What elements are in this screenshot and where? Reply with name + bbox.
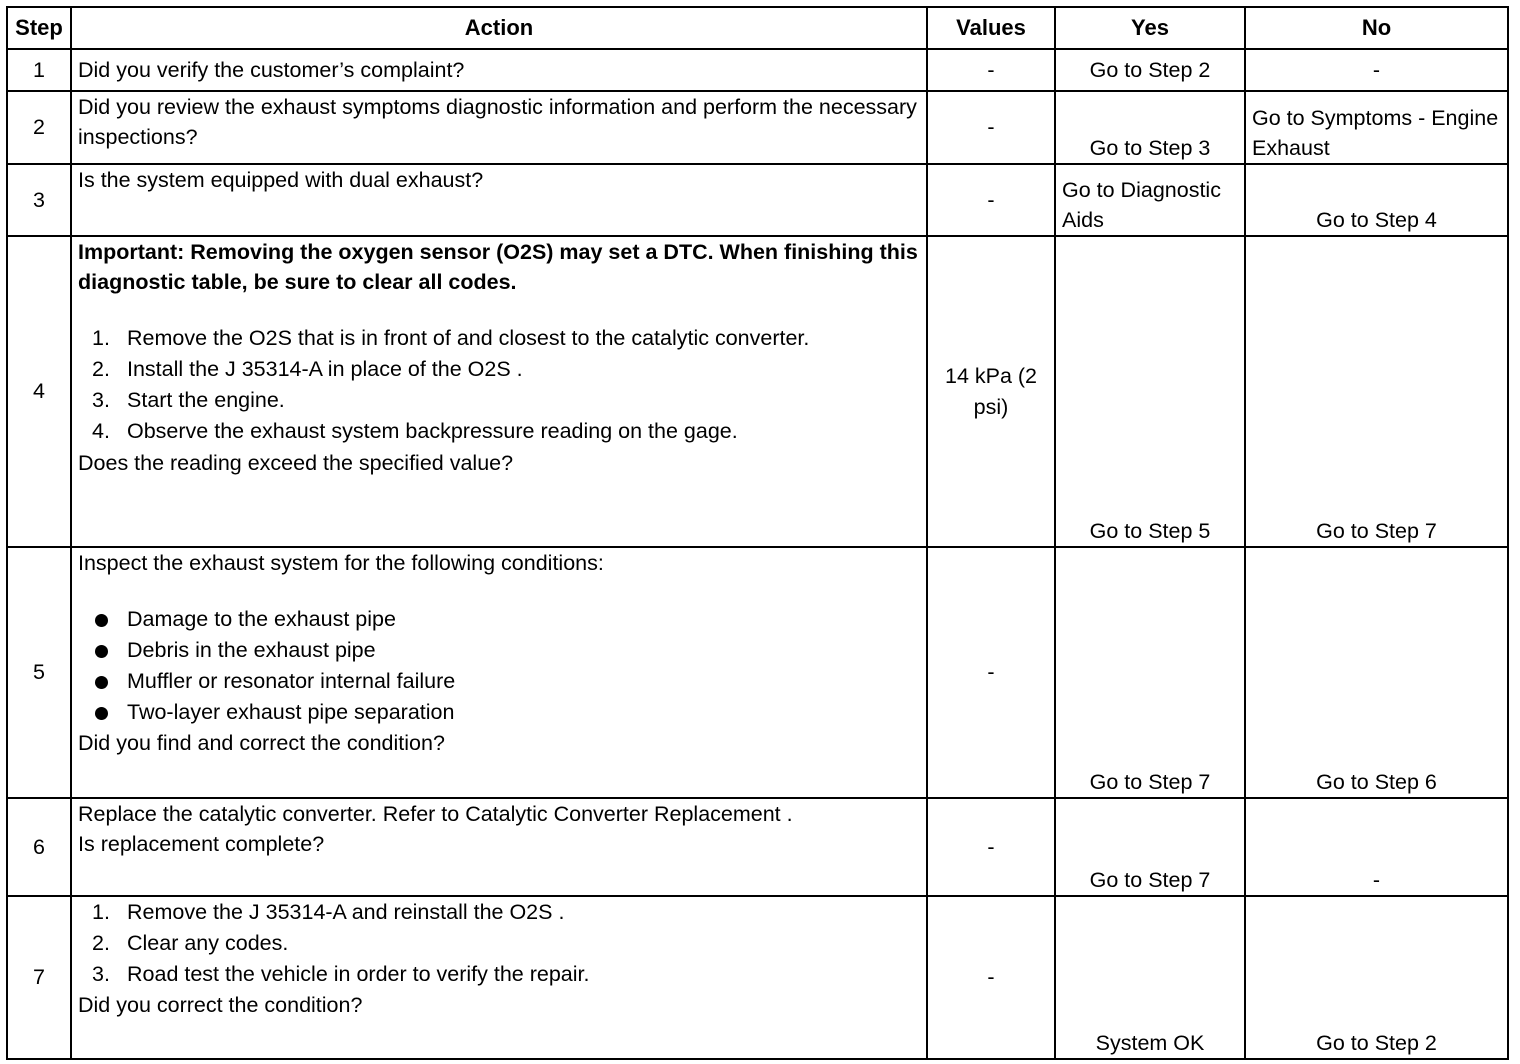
action-intro: Replace the catalytic converter. Refer to Catalytic Converter Replacement .	[78, 802, 793, 826]
table-row	[7, 896, 1508, 1059]
action-cell	[71, 896, 927, 1059]
header-step: Step	[7, 7, 71, 49]
table-row	[7, 91, 1508, 164]
list-item	[78, 959, 920, 989]
list-text: Start the engine.	[127, 388, 285, 413]
table-row	[7, 798, 1508, 896]
no-cell: Go to Step 7	[1245, 236, 1508, 547]
list-number: 3.	[92, 962, 110, 987]
no-cell: Go to Step 6	[1245, 547, 1508, 798]
no-cell: -	[1245, 798, 1508, 896]
step-number: 2	[7, 91, 71, 164]
bullet-list	[78, 604, 920, 727]
table-row	[7, 164, 1508, 236]
values-cell: -	[927, 49, 1055, 91]
values-cell: -	[927, 164, 1055, 236]
yes-cell: Go to Step 5	[1055, 236, 1245, 547]
yes-cell: Go to Step 7	[1055, 547, 1245, 798]
no-cell: Go to Symptoms - Engine Exhaust	[1245, 91, 1508, 164]
action-question: Did you correct the condition?	[78, 993, 363, 1018]
list-item	[78, 385, 920, 415]
values-cell: -	[927, 798, 1055, 896]
action-question: Did you verify the customer’s complaint?	[78, 57, 465, 82]
values-cell: 14 kPa (2 psi)	[927, 236, 1055, 547]
list-item	[78, 897, 920, 927]
list-number: 1.	[92, 326, 110, 351]
step-number: 7	[7, 896, 71, 1059]
no-cell: Go to Step 4	[1245, 164, 1508, 236]
action-cell	[71, 49, 927, 91]
step-number: 1	[7, 49, 71, 91]
values-cell: -	[927, 896, 1055, 1059]
list-item	[78, 323, 920, 353]
yes-cell: Go to Step 2	[1055, 49, 1245, 91]
list-item	[78, 416, 920, 446]
list-text: Damage to the exhaust pipe	[127, 607, 396, 632]
list-text: Two-layer exhaust pipe separation	[127, 700, 455, 725]
header-no: No	[1245, 7, 1508, 49]
header-yes: Yes	[1055, 7, 1245, 49]
yes-cell: Go to Diagnostic Aids	[1055, 164, 1245, 236]
action-cell	[71, 547, 927, 798]
table-row	[7, 49, 1508, 91]
list-number: 1.	[92, 900, 110, 924]
list-text: Remove the O2S that is in front of and closest to the catalytic converter.	[127, 326, 810, 351]
no-cell: Go to Step 2	[1245, 896, 1508, 1059]
numbered-list	[78, 323, 920, 446]
bullet-icon	[95, 645, 108, 658]
list-text: Clear any codes.	[127, 931, 289, 956]
list-item	[78, 697, 920, 727]
list-number: 2.	[92, 931, 110, 956]
numbered-list	[78, 897, 920, 989]
list-number: 4.	[92, 419, 110, 444]
list-number: 2.	[92, 357, 110, 382]
bullet-icon	[95, 707, 108, 720]
list-text: Remove the J 35314-A and reinstall the O2S .	[127, 900, 565, 924]
action-intro: Inspect the exhaust system for the following conditions:	[78, 551, 604, 575]
step-number: 4	[7, 236, 71, 547]
action-question: Does the reading exceed the specified value?	[78, 450, 514, 475]
table-row	[7, 547, 1508, 798]
action-question: Did you find and correct the condition?	[78, 731, 445, 756]
list-item	[78, 354, 920, 384]
action-cell	[71, 91, 927, 164]
step-number: 5	[7, 547, 71, 798]
list-item	[78, 604, 920, 634]
header-values: Values	[927, 7, 1055, 49]
table-row	[7, 236, 1508, 547]
action-cell	[71, 798, 927, 896]
action-question: Is the system equipped with dual exhaust?	[78, 168, 484, 192]
list-text: Muffler or resonator internal failure	[127, 669, 456, 694]
action-question: Did you review the exhaust symptoms diagnostic information and perform the necessary inspections?	[78, 95, 917, 150]
list-item	[78, 928, 920, 958]
important-note: Important: Removing the oxygen sensor (O2S) may set a DTC. When finishing this diagnostic table, be sure to clear all codes.	[78, 240, 918, 295]
list-text: Debris in the exhaust pipe	[127, 638, 376, 663]
step-number: 3	[7, 164, 71, 236]
list-item	[78, 666, 920, 696]
action-question: Is replacement complete?	[78, 832, 325, 857]
no-cell: -	[1245, 49, 1508, 91]
list-text: Road test the vehicle in order to verify the repair.	[127, 962, 590, 987]
values-cell: -	[927, 91, 1055, 164]
yes-cell: Go to Step 7	[1055, 798, 1245, 896]
values-cell: -	[927, 547, 1055, 798]
bullet-icon	[95, 676, 108, 689]
list-item	[78, 635, 920, 665]
header-row	[7, 7, 1508, 49]
step-number: 6	[7, 798, 71, 896]
list-number: 3.	[92, 388, 110, 413]
action-cell	[71, 236, 927, 547]
yes-cell: Go to Step 3	[1055, 91, 1245, 164]
list-text: Observe the exhaust system backpressure reading on the gage.	[127, 419, 738, 444]
action-cell	[71, 164, 927, 236]
header-action: Action	[71, 7, 927, 49]
yes-cell: System OK	[1055, 896, 1245, 1059]
bullet-icon	[95, 614, 108, 627]
list-text: Install the J 35314-A in place of the O2S .	[127, 357, 523, 382]
diagnostic-table	[6, 6, 1509, 1060]
